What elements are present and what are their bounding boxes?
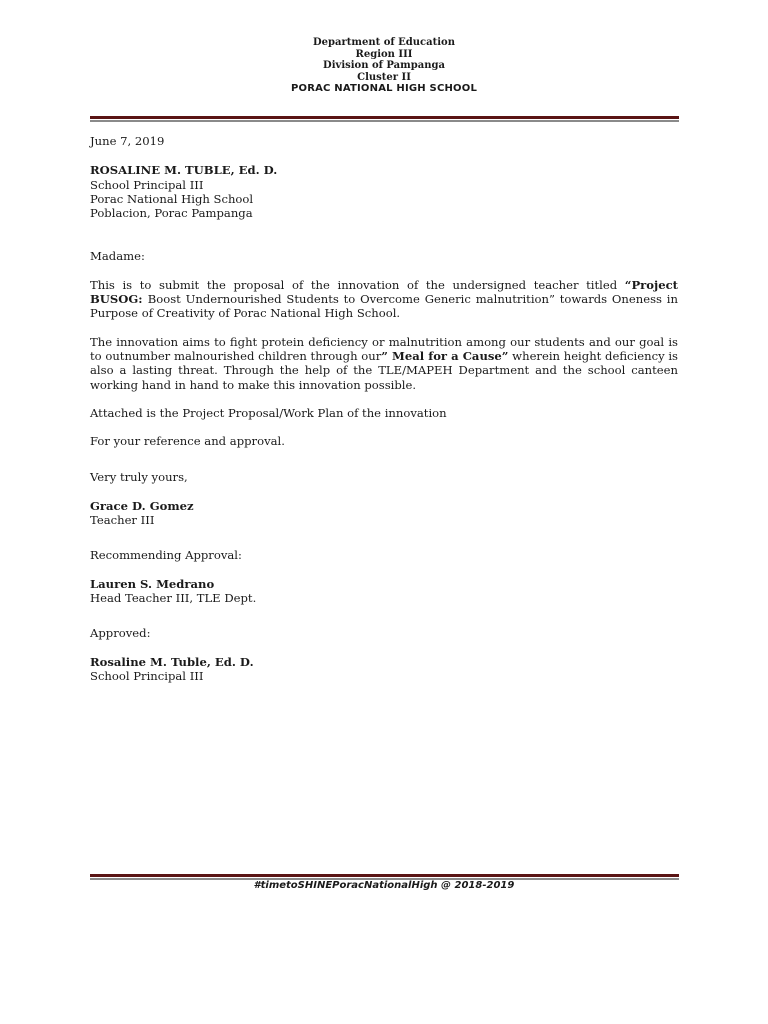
letterhead-region: Region III xyxy=(355,48,413,60)
paragraph-proposal: This is to submit the proposal of the innovation of the undersigned teacher titled “Project BUSOG: Boost Undernourished Students to Overcome Generic malnutrition” towards Oneness in Purpose of Creativity of Porac National High School. xyxy=(90,277,678,321)
recipient-block xyxy=(90,163,678,220)
approved-label: Approved: xyxy=(90,626,151,641)
paragraph-attachment: Attached is the Project Proposal/Work Plan of the innovation xyxy=(90,405,447,420)
recommending-label: Recommending Approval: xyxy=(90,548,242,563)
recommending-signature-block xyxy=(90,577,678,606)
letterhead-cluster: Cluster II xyxy=(357,71,411,83)
paragraph-reference: For your reference and approval. xyxy=(90,434,285,449)
salutation: Madame: xyxy=(90,249,145,264)
header-divider xyxy=(90,116,679,122)
approved-title: School Principal III xyxy=(90,668,204,683)
paragraph-innovation: The innovation aims to fight protein deficiency or malnutrition among our students and our goal is to outnumber malnourished children through our” Meal for a Cause” wherein height deficiency is also a lasting threat. Through the help of the TLE/MAPEH Department and the school canteen working hand in hand to make this innovation possible. xyxy=(90,334,679,392)
sender-name: Grace D. Gomez xyxy=(90,498,194,513)
recipient-address: Poblacion, Porac Pampanga xyxy=(90,206,253,221)
footer-hashtag: #timetoSHINEPoracNationalHigh @ 2018-2019 xyxy=(253,880,515,891)
letterhead xyxy=(0,37,768,95)
recipient-name: ROSALINE M. TUBLE, Ed. D. xyxy=(90,163,278,178)
recipient-school: Porac National High School xyxy=(90,191,254,206)
sender-signature-block xyxy=(90,499,678,528)
letter-date: June 7, 2019 xyxy=(90,134,165,148)
closing: Very truly yours, xyxy=(90,470,188,485)
approved-signature-block xyxy=(90,655,678,684)
letterhead-division: Division of Pampanga xyxy=(323,60,445,71)
recipient-title: School Principal III xyxy=(90,177,204,192)
recommending-name: Lauren S. Medrano xyxy=(90,576,215,591)
approved-name: Rosaline M. Tuble, Ed. D. xyxy=(90,654,254,669)
sender-title: Teacher III xyxy=(90,513,155,528)
recommending-title: Head Teacher III, TLE Dept. xyxy=(90,590,257,605)
letterhead-school: PORAC NATIONAL HIGH SCHOOL xyxy=(290,83,478,94)
letter-body xyxy=(90,134,678,683)
letterhead-department: Department of Education xyxy=(313,37,455,48)
